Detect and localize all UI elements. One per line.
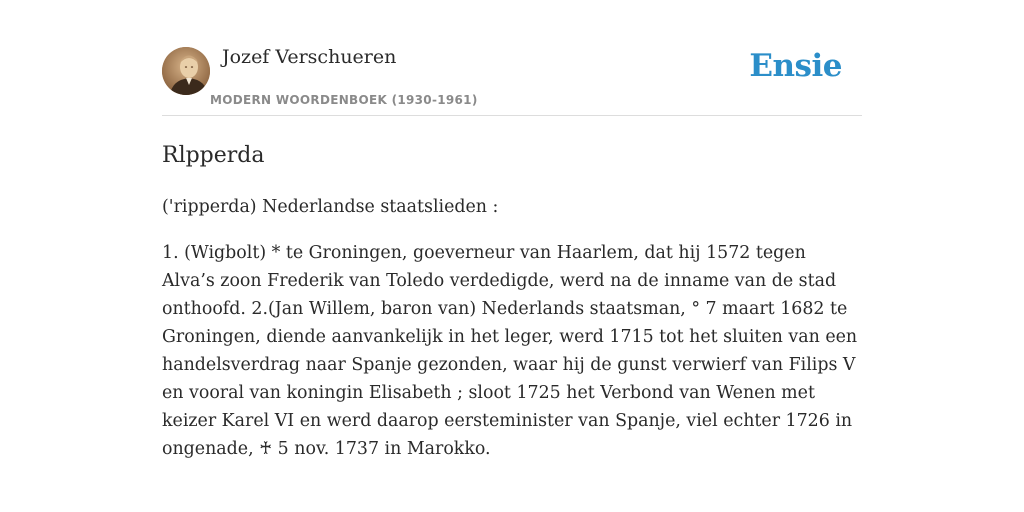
entry-card [162, 40, 862, 463]
ensie-logo[interactable]: Ensie [749, 48, 842, 84]
author-name[interactable]: Jozef Verschueren [222, 46, 397, 68]
author-portrait-icon [162, 47, 210, 95]
entry-title: Rlpperda [162, 143, 265, 168]
entry-intro: ('ripperda) Nederlandse staatslieden : [162, 197, 499, 217]
entry-header [162, 40, 862, 116]
entry-body: 1. (Wigbolt) * te Groningen, goeverneur van Haarlem, dat hij 1572 tegen Alva’s zoon Frederik van Toledo verdedigde, werd na de inname van de stad onthoofd. 2.(Jan Willem, baron van) Nederlands staatsman, ° 7 maart 1682 te Groningen, diende aanvankelijk in het leger, werd 1715 tot het sluiten van een handelsverdrag naar Spanje gezonden, waar hij de gunst verwierf van Filips V en vooral van koningin Elisabeth ; sloot 1725 het Verbond van Wenen met keizer Karel VI en werd daarop eersteminister van Spanje, viel echter 1726 in ongenade, ♰ 5 nov. 1737 in Marokko. [162, 243, 858, 459]
author-avatar[interactable] [162, 47, 210, 95]
source-label[interactable]: MODERN WOORDENBOEK (1930-1961) [210, 93, 478, 107]
